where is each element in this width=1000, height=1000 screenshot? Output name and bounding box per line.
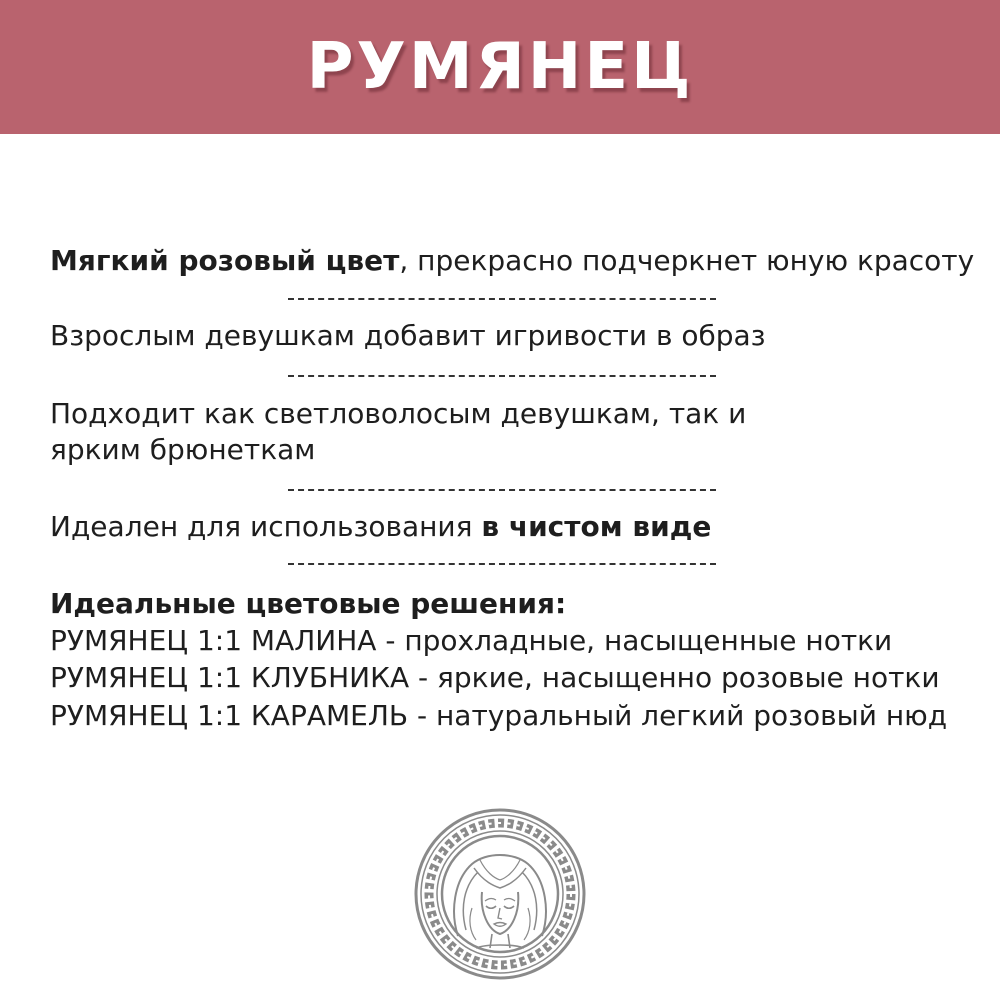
solution-item-malina: РУМЯНЕЦ 1:1 МАЛИНА - прохладные, насыщенные нотки (50, 624, 893, 657)
woman-face-meander-emblem-icon (414, 808, 586, 980)
feature-pure-use-text: Идеален для использования (50, 510, 482, 543)
header-banner (0, 0, 1000, 134)
feature-soft-pink-rest: , прекрасно подчеркнет юную красоту (399, 244, 975, 277)
dashed-divider (288, 375, 716, 377)
dashed-divider (288, 298, 716, 300)
feature-pure-use-bold: в чистом виде (481, 510, 712, 543)
solutions-heading: Идеальные цветовые решения: (50, 587, 567, 620)
feature-suitable-line2: ярким брюнеткам (50, 433, 316, 466)
feature-suitable-line1: Подходит как светловолосым девушкам, так и (50, 397, 747, 430)
feature-soft-pink (50, 243, 974, 279)
page-title: РУМЯНЕЦ (306, 30, 694, 104)
feature-playfulness: Взрослым девушкам добавит игривости в образ (50, 319, 766, 352)
feature-soft-pink-bold: Мягкий розовый цвет (50, 244, 400, 277)
solution-item-klubnika: РУМЯНЕЦ 1:1 КЛУБНИКА - яркие, насыщенно розовые нотки (50, 661, 940, 694)
solution-item-karamel: РУМЯНЕЦ 1:1 КАРАМЕЛЬ - натуральный легкий розовый нюд (50, 699, 948, 732)
dashed-divider (288, 563, 716, 565)
feature-pure-use (50, 509, 711, 545)
dashed-divider (288, 489, 716, 491)
